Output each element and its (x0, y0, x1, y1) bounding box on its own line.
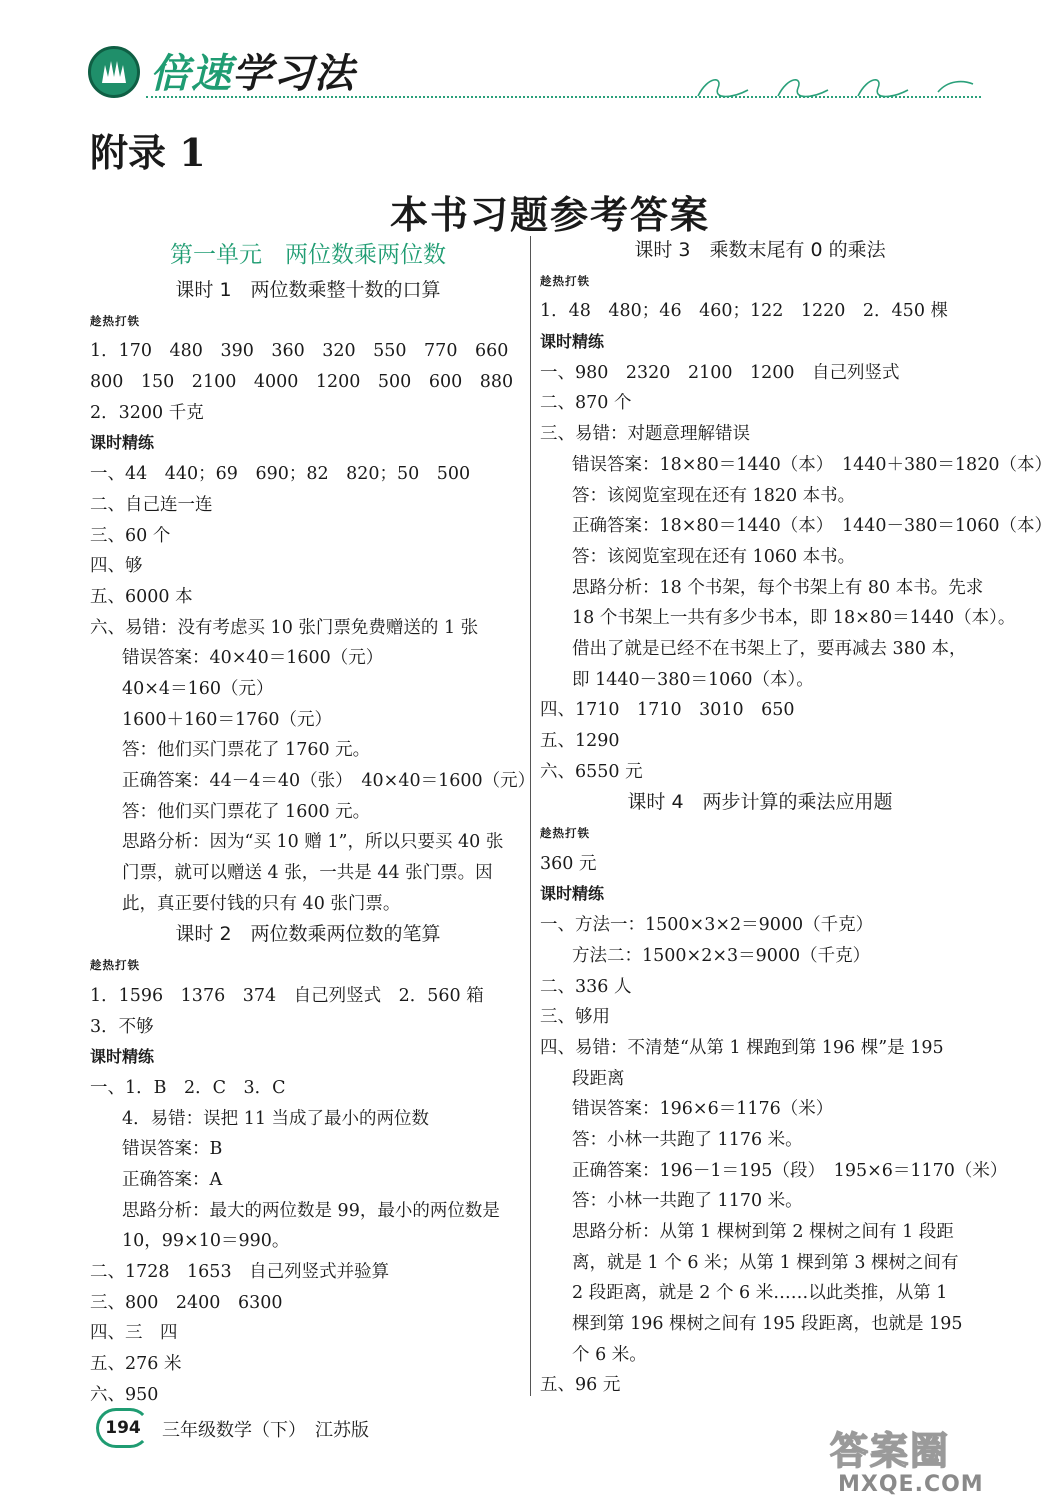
answer-detail-line: 离，就是 1 个 6 米；从第 1 棵到第 3 棵树之间有 (572, 1252, 959, 1273)
answer-detail-line: 答：小林一共跑了 1170 米。 (572, 1191, 803, 1212)
answer-detail-line: 正确答案：A (122, 1169, 223, 1190)
page-header (88, 42, 983, 102)
answer-detail-line: 答：该阅览室现在还有 1060 本书。 (572, 546, 856, 567)
section-label: 趁热打铁 (90, 313, 140, 328)
answer-detail-line: 18 个书架上一共有多少书本，即 18×80＝1440（本）。 (572, 608, 1016, 629)
answer-line: 二、336 人 (540, 976, 632, 997)
section-label: 趁热打铁 (540, 273, 590, 288)
section-label: 趁热打铁 (540, 826, 590, 841)
answer-line: 四、1710 1710 3010 650 (540, 700, 795, 721)
answer-detail-line: 1600＋160＝1760（元） (122, 709, 332, 730)
page-title: 本书习题参考答案 (390, 193, 711, 237)
answer-line: 2．3200 千克 (90, 402, 204, 423)
answer-detail-line: 10，99×10＝990。 (122, 1231, 290, 1252)
answer-line: 一、1．B 2．C 3．C (90, 1077, 286, 1098)
logo-icon (88, 46, 140, 98)
answer-line: 3．不够 (90, 1016, 154, 1037)
answer-detail-line: 2 段距离，就是 2 个 6 米……以此类推，从第 1 (572, 1283, 948, 1304)
answer-detail-line: 借出了就是已经不在书架上了，要再减去 380 本， (572, 638, 967, 659)
answer-detail-line: 棵到第 196 棵树之间有 195 段距离，也就是 195 (572, 1314, 963, 1335)
answer-detail-line: 错误答案：196×6＝1176（米） (572, 1099, 834, 1120)
answer-detail-line: 40×4＝160（元） (122, 678, 274, 699)
answer-detail-line: 思路分析：18 个书架，每个书架上有 80 本书。先求 (572, 577, 984, 598)
answer-detail-line: 此，真正要付钱的只有 40 张门票。 (122, 893, 401, 914)
answer-line: 二、自己连一连 (90, 494, 213, 515)
unit-heading: 第一单元 两位数乘两位数 (170, 242, 446, 268)
section-label: 趁热打铁 (90, 958, 140, 973)
answer-line: 五、96 元 (540, 1375, 621, 1396)
footer-book-title: 三年级数学（下） 江苏版 (162, 1420, 369, 1441)
answer-detail-line: 方法二：1500×2×3＝9000（千克） (572, 945, 871, 966)
answer-detail-line: 答：该阅览室现在还有 1820 本书。 (572, 485, 856, 506)
answer-detail-line: 门票，就可以赠送 4 张，一共是 44 张门票。因 (122, 863, 493, 884)
answer-detail-line: 答：他们买门票花了 1600 元。 (122, 801, 371, 822)
brand-dark: 学习法 (232, 51, 355, 97)
appendix-title: 附录 1 (90, 130, 206, 175)
right-column (540, 235, 1052, 1401)
answer-line: 五、1290 (540, 731, 620, 751)
answer-line: 六、950 (90, 1384, 159, 1405)
answer-line: 六、6550 元 (540, 761, 643, 782)
answer-line: 1．170 480 390 360 320 550 770 660 (90, 341, 509, 362)
section-label: 课时精练 (90, 433, 155, 453)
answer-detail-line: 错误答案：18×80＝1440（本） 1440＋380＝1820（本） (572, 454, 1052, 475)
answer-detail-line: 思路分析：因为“买 10 赠 1”，所以只要买 40 张 (122, 832, 504, 853)
answer-detail-line: 段距离 (572, 1068, 625, 1089)
answer-detail-line: 答：他们买门票花了 1760 元。 (122, 740, 371, 761)
watermark (830, 1420, 990, 1500)
answer-line: 360 元 (540, 853, 597, 874)
answer-line: 一、980 2320 2100 1200 自己列竖式 (540, 362, 900, 383)
watermark-url: MXQE.COM (838, 1472, 984, 1497)
section-label: 课时精练 (540, 884, 605, 904)
answer-line: 三、够用 (540, 1007, 610, 1028)
answer-line: 二、870 个 (540, 393, 632, 414)
lesson-heading: 课时 3 乘数末尾有 0 的乘法 (634, 239, 886, 261)
answer-detail-line: 正确答案：196－1＝195（段） 195×6＝1170（米） (572, 1160, 1008, 1181)
answer-line: 五、276 米 (90, 1354, 182, 1375)
answer-line: 1．1596 1376 374 自己列竖式 2．560 箱 (90, 985, 484, 1006)
answer-line: 三、60 个 (90, 525, 171, 546)
page-number: 194 (96, 1408, 150, 1448)
column-divider (530, 236, 531, 1396)
answer-detail-line: 错误答案：40×40＝1600（元） (122, 648, 384, 669)
answer-detail-line: 正确答案：18×80＝1440（本） 1440－380＝1060（本） (572, 516, 1052, 537)
answer-detail-line: 思路分析：最大的两位数是 99，最小的两位数是 (122, 1200, 500, 1221)
answer-line: 一、44 440；69 690；82 820；50 500 (90, 464, 471, 485)
answer-line: 六、易错：没有考虑买 10 张门票免费赠送的 1 张 (90, 617, 479, 638)
answer-detail-line: 正确答案：44－4＝40（张） 40×40＝1600（元） (122, 771, 536, 791)
decorative-swirl-icon (688, 70, 988, 100)
answer-detail-line: 个 6 米。 (572, 1344, 647, 1365)
answer-detail-line: 即 1440－380＝1060（本）。 (572, 669, 814, 690)
left-column (90, 235, 536, 1410)
answer-line: 三、800 2400 6300 (90, 1292, 283, 1313)
answer-line: 1．48 480；46 460；122 1220 2．450 棵 (540, 301, 949, 322)
section-label: 课时精练 (540, 332, 605, 352)
answer-line: 800 150 2100 4000 1200 500 600 880 (90, 372, 514, 393)
lesson-heading: 课时 2 两位数乘两位数的笔算 (175, 923, 441, 946)
answer-line: 四、易错：不清楚“从第 1 棵跑到第 196 棵”是 195 (540, 1037, 944, 1058)
answer-detail-line: 答：小林一共跑了 1176 米。 (572, 1129, 803, 1150)
answer-line: 五、6000 本 (90, 586, 193, 607)
answer-line: 四、够 (90, 556, 143, 577)
section-label: 课时精练 (90, 1047, 155, 1067)
brand-green: 倍速 (150, 51, 232, 97)
answer-line: 一、方法一：1500×3×2＝9000（千克） (540, 915, 874, 936)
answer-detail-line: 4．易错：误把 11 当成了最小的两位数 (122, 1108, 430, 1129)
watermark-logo: 答案圈 (830, 1429, 951, 1473)
answer-line: 四、三 四 (90, 1323, 178, 1344)
answer-detail-line: 错误答案：B (122, 1139, 223, 1160)
lesson-heading: 课时 1 两位数乘整十数的口算 (175, 279, 441, 301)
answer-line: 三、易错：对题意理解错误 (540, 424, 750, 445)
answer-detail-line: 思路分析：从第 1 棵树到第 2 棵树之间有 1 段距 (572, 1222, 954, 1242)
answer-line: 二、1728 1653 自己列竖式并验算 (90, 1262, 390, 1282)
lesson-heading: 课时 4 两步计算的乘法应用题 (627, 791, 893, 814)
brand-title (150, 42, 355, 99)
